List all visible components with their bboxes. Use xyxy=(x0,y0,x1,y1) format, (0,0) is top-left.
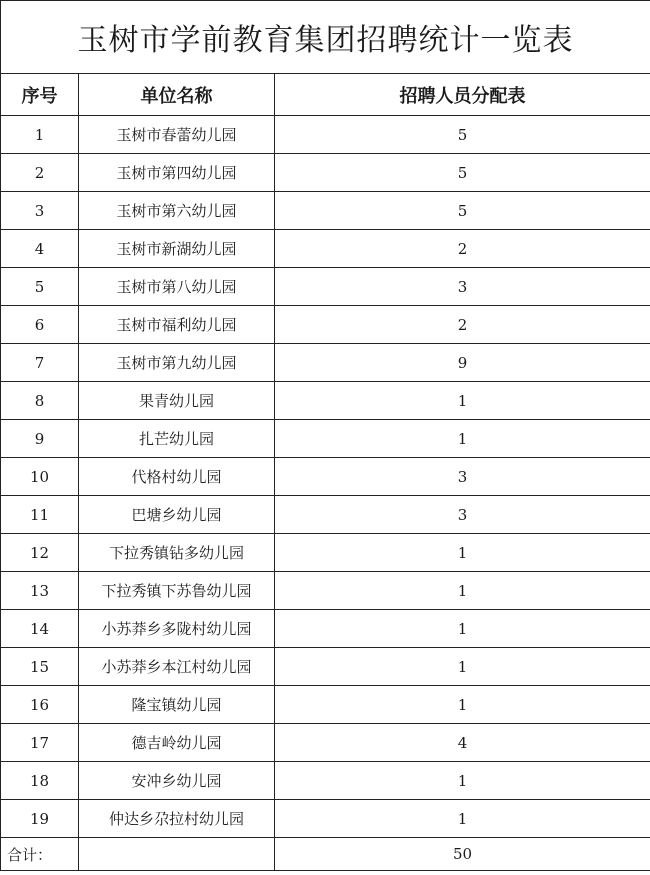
row-index: 3 xyxy=(1,192,79,230)
row-index: 7 xyxy=(1,344,79,382)
row-unit-name: 玉树市新湖幼儿园 xyxy=(79,230,275,268)
table-row xyxy=(1,230,650,268)
row-index: 10 xyxy=(1,458,79,496)
row-count: 1 xyxy=(275,534,650,572)
table-row xyxy=(1,762,650,800)
table-body xyxy=(1,116,650,838)
row-unit-name: 玉树市第六幼儿园 xyxy=(79,192,275,230)
table-row xyxy=(1,724,650,762)
header-index: 序号 xyxy=(1,74,79,116)
row-index: 15 xyxy=(1,648,79,686)
row-count: 2 xyxy=(275,230,650,268)
row-unit-name: 小苏莽乡本江村幼儿园 xyxy=(79,648,275,686)
row-unit-name: 玉树市春蕾幼儿园 xyxy=(79,116,275,154)
table-row xyxy=(1,116,650,154)
row-count: 1 xyxy=(275,800,650,838)
row-unit-name: 巴塘乡幼儿园 xyxy=(79,496,275,534)
row-unit-name: 玉树市第四幼儿园 xyxy=(79,154,275,192)
table-row xyxy=(1,800,650,838)
row-count: 5 xyxy=(275,154,650,192)
table-row xyxy=(1,572,650,610)
row-index: 5 xyxy=(1,268,79,306)
total-row xyxy=(1,838,650,871)
row-count: 1 xyxy=(275,420,650,458)
row-count: 1 xyxy=(275,686,650,724)
row-count: 5 xyxy=(275,116,650,154)
row-index: 4 xyxy=(1,230,79,268)
row-unit-name: 下拉秀镇钻多幼儿园 xyxy=(79,534,275,572)
row-count: 2 xyxy=(275,306,650,344)
row-unit-name: 玉树市第八幼儿园 xyxy=(79,268,275,306)
row-unit-name: 扎芒幼儿园 xyxy=(79,420,275,458)
total-label: 合计： xyxy=(1,838,79,871)
row-index: 12 xyxy=(1,534,79,572)
row-unit-name: 下拉秀镇下苏鲁幼儿园 xyxy=(79,572,275,610)
row-unit-name: 仲达乡尕拉村幼儿园 xyxy=(79,800,275,838)
row-unit-name: 德吉岭幼儿园 xyxy=(79,724,275,762)
table-row xyxy=(1,420,650,458)
row-count: 1 xyxy=(275,648,650,686)
header-unit-name: 单位名称 xyxy=(79,74,275,116)
row-index: 19 xyxy=(1,800,79,838)
row-index: 14 xyxy=(1,610,79,648)
row-unit-name: 代格村幼儿园 xyxy=(79,458,275,496)
row-count: 1 xyxy=(275,382,650,420)
row-unit-name: 果青幼儿园 xyxy=(79,382,275,420)
table-row xyxy=(1,458,650,496)
row-count: 3 xyxy=(275,268,650,306)
table-row xyxy=(1,610,650,648)
row-count: 5 xyxy=(275,192,650,230)
row-count: 1 xyxy=(275,572,650,610)
row-index: 9 xyxy=(1,420,79,458)
row-unit-name: 玉树市福利幼儿园 xyxy=(79,306,275,344)
total-empty-cell xyxy=(79,838,275,871)
table-row xyxy=(1,648,650,686)
header-allocation: 招聘人员分配表 xyxy=(275,74,650,116)
row-index: 16 xyxy=(1,686,79,724)
row-count: 3 xyxy=(275,496,650,534)
row-unit-name: 安冲乡幼儿园 xyxy=(79,762,275,800)
table-row xyxy=(1,154,650,192)
table-row xyxy=(1,306,650,344)
row-index: 6 xyxy=(1,306,79,344)
row-index: 8 xyxy=(1,382,79,420)
row-index: 18 xyxy=(1,762,79,800)
total-count: 50 xyxy=(275,838,650,871)
row-index: 17 xyxy=(1,724,79,762)
row-unit-name: 玉树市第九幼儿园 xyxy=(79,344,275,382)
row-count: 9 xyxy=(275,344,650,382)
row-count: 3 xyxy=(275,458,650,496)
row-count: 4 xyxy=(275,724,650,762)
table-row xyxy=(1,686,650,724)
table-row xyxy=(1,382,650,420)
table-row xyxy=(1,268,650,306)
row-count: 1 xyxy=(275,610,650,648)
table-row xyxy=(1,192,650,230)
row-unit-name: 小苏莽乡多陇村幼儿园 xyxy=(79,610,275,648)
row-unit-name: 隆宝镇幼儿园 xyxy=(79,686,275,724)
table-title: 玉树市学前教育集团招聘统计一览表 xyxy=(1,1,650,74)
row-index: 11 xyxy=(1,496,79,534)
table-row xyxy=(1,344,650,382)
table-row xyxy=(1,496,650,534)
row-index: 1 xyxy=(1,116,79,154)
row-index: 2 xyxy=(1,154,79,192)
row-count: 1 xyxy=(275,762,650,800)
row-index: 13 xyxy=(1,572,79,610)
table-row xyxy=(1,534,650,572)
